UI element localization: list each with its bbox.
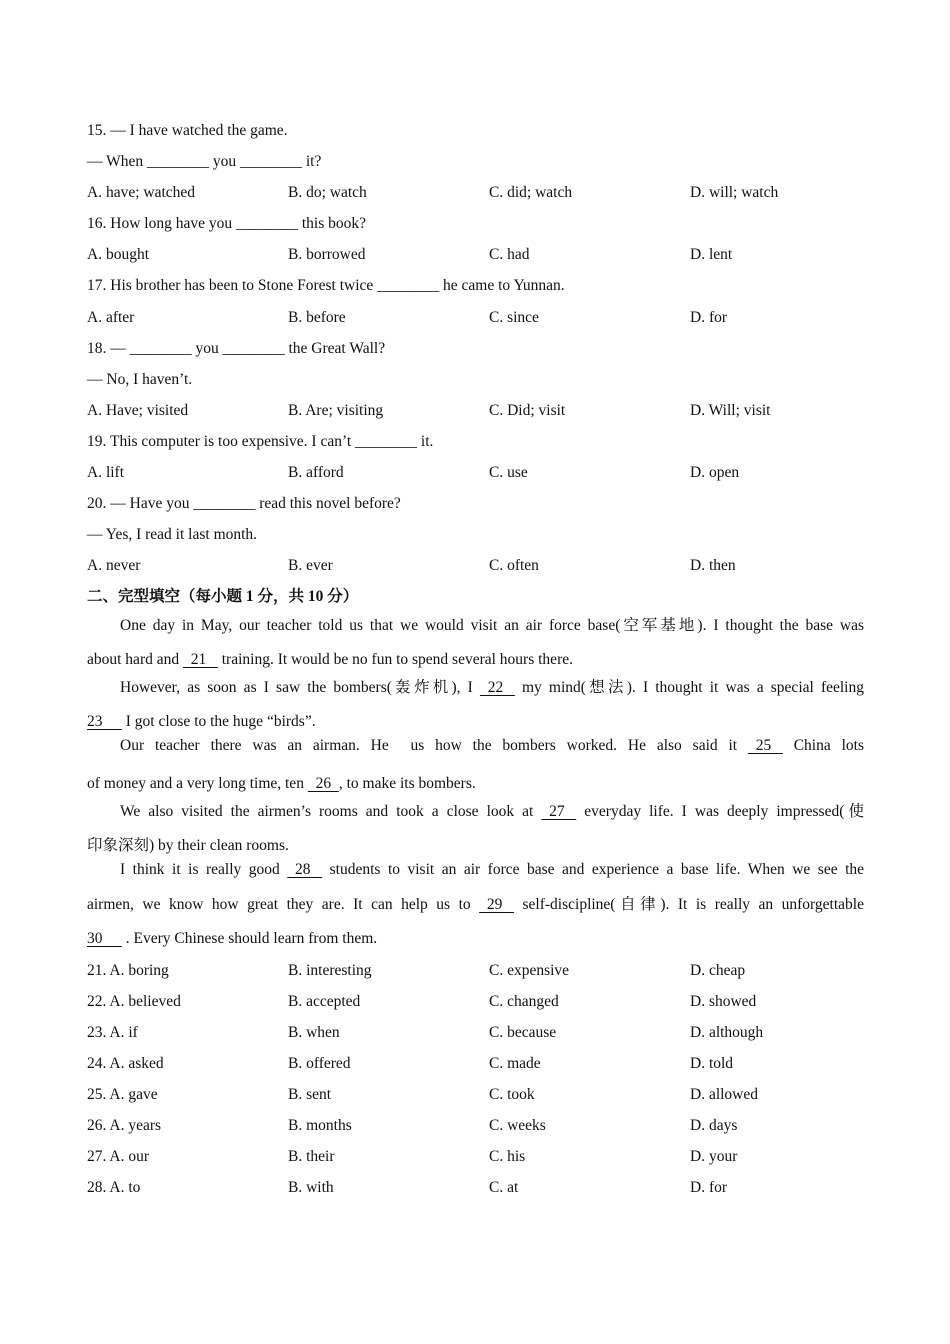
q15-line2: — When ________ you ________ it? (87, 153, 322, 171)
q17-stem: 17. His brother has been to Stone Forest twice ________ he came to Yunnan. (87, 277, 565, 295)
passage-p3-line1 (87, 737, 864, 768)
q20-option-d: D. then (690, 557, 736, 575)
q16-option-d: D. lent (690, 246, 733, 264)
blank-25: 25 (747, 736, 783, 754)
blank-29: 29 (479, 896, 514, 914)
blank-23: 23 (87, 712, 122, 730)
q20-options (87, 550, 864, 581)
passage-p5-line1 (87, 861, 864, 892)
cloze-27-d: D. your (690, 1148, 738, 1166)
cloze-26-c: C. weeks (489, 1117, 546, 1134)
cloze-option-row (87, 1017, 864, 1048)
passage-text: However, as soon as I saw the bombers(轰炸机), I (120, 678, 480, 696)
cloze-25-b: B. sent (288, 1085, 332, 1103)
passage-text: Our teacher there was an airman. He (120, 736, 400, 754)
cloze-23-c: C. because (489, 1023, 557, 1041)
q18-option-a: A. Have; visited (87, 401, 189, 419)
q18-option-d: D. Will; visit (690, 401, 771, 419)
passage-text: . Every Chinese should learn from them. (121, 930, 378, 948)
cloze-24-a: 24. A. asked (87, 1054, 164, 1072)
passage-p4-line2: 印象深刻) by their clean rooms. (87, 837, 289, 855)
cloze-26-b: B. months (288, 1117, 352, 1134)
cloze-28-a: 28. A. to (87, 1179, 141, 1197)
passage-text: China lots (782, 736, 865, 754)
passage-p1-line1 (87, 613, 864, 644)
passage-text: airmen, we know how great they are. It can help us to (87, 896, 480, 914)
exam-page (87, 115, 864, 1203)
passage-text: We also visited the airmen’s rooms and took a close look at (120, 803, 542, 821)
blank-30: 30 (87, 930, 122, 948)
q18-line2: — No, I haven’t. (87, 370, 193, 388)
q18-options (87, 395, 864, 426)
cloze-option-row (87, 1079, 864, 1110)
q19-option-d: D. open (690, 464, 740, 482)
cloze-27-a: 27. A. our (87, 1148, 149, 1166)
cloze-28-d: D. for (690, 1179, 728, 1197)
cloze-21-c: C. expensive (489, 961, 570, 979)
passage-text: training. It would be no fun to spend several hours there. (217, 650, 573, 668)
cloze-25-c: C. took (489, 1085, 535, 1103)
passage-p2-line2 (87, 706, 864, 737)
cloze-22-b: B. accepted (288, 992, 361, 1010)
passage-text: I think it is really good (120, 861, 288, 879)
q16-option-b: B. borrowed (288, 246, 366, 264)
q20-option-a: A. never (87, 557, 141, 575)
q17-option-a: A. after (87, 308, 135, 326)
passage-text: my mind(想法). I thought it was a special feeling (514, 678, 864, 696)
passage-p2-line1 (87, 675, 864, 706)
q15-option-d: D. will; watch (690, 184, 779, 202)
q16-option-c: C. had (489, 246, 530, 264)
cloze-22-d: D. showed (690, 992, 757, 1010)
q20-line1: 20. — Have you ________ read this novel before? (87, 495, 401, 513)
q17-option-d: D. for (690, 308, 728, 326)
q15-option-c: C. did; watch (489, 184, 573, 202)
cloze-24-d: D. told (690, 1054, 734, 1072)
cloze-26-a: 26. A. years (87, 1117, 162, 1134)
q17-options (87, 302, 864, 333)
q17-option-b: B. before (288, 308, 346, 326)
q19-option-c: C. use (489, 464, 528, 482)
cloze-28-c: C. at (489, 1179, 519, 1197)
q15-option-a: A. have; watched (87, 184, 196, 202)
cloze-23-d: D. although (690, 1023, 764, 1041)
q15-options (87, 177, 864, 208)
passage-p5-line3 (87, 923, 864, 954)
q15-option-b: B. do; watch (288, 184, 367, 202)
blank-22: 22 (479, 678, 515, 696)
blank-26: 26 (307, 774, 339, 792)
q18-option-b: B. Are; visiting (288, 401, 384, 419)
passage-p5-line2 (87, 892, 864, 923)
passage-p1-line2 (87, 644, 864, 675)
section-heading: 二、完型填空（每小题 1 分，共 10 分） (87, 588, 359, 606)
passage-text: of money and a very long time, ten (87, 774, 308, 792)
cloze-26-d: D. days (690, 1117, 738, 1134)
passage-text: about hard and (87, 650, 183, 668)
passage-text: everyday life. I was deeply impressed(使 (576, 803, 865, 821)
cloze-24-c: C. made (489, 1054, 541, 1072)
passage-text: us how the bombers worked. He also said it (399, 736, 748, 754)
cloze-25-a: 25. A. gave (87, 1085, 158, 1103)
cloze-23-a: 23. A. if (87, 1023, 138, 1041)
passage-text: self-discipline(自律). It is really an unforgettable (514, 896, 864, 914)
blank-27: 27 (541, 803, 577, 821)
passage-text: , to make its bombers. (338, 774, 476, 792)
q20-line2: — Yes, I read it last month. (87, 526, 258, 544)
q16-option-a: A. bought (87, 246, 149, 264)
passage-text: students to visit an air force base and experience a base life. When we see the (322, 861, 865, 879)
cloze-21-a: 21. A. boring (87, 961, 169, 979)
q19-stem: 19. This computer is too expensive. I can’t ________ it. (87, 432, 434, 450)
cloze-23-b: B. when (288, 1023, 340, 1041)
q20-option-b: B. ever (288, 557, 333, 575)
passage-p3-line2 (87, 768, 864, 799)
cloze-option-row (87, 1048, 864, 1079)
passage-p4-line1 (87, 799, 864, 830)
passage-text: I got close to the huge “birds”. (121, 712, 316, 730)
blank-21: 21 (182, 650, 218, 668)
cloze-option-row (87, 986, 864, 1017)
q20-option-c: C. often (489, 557, 539, 575)
cloze-28-b: B. with (288, 1179, 334, 1197)
cloze-22-c: C. changed (489, 992, 559, 1010)
cloze-27-c: C. his (489, 1148, 526, 1166)
cloze-22-a: 22. A. believed (87, 992, 181, 1010)
cloze-27-b: B. their (288, 1148, 335, 1166)
q19-option-b: B. afford (288, 464, 344, 482)
q18-line1: 18. — ________ you ________ the Great Wall? (87, 339, 386, 357)
q19-option-a: A. lift (87, 464, 125, 482)
q19-options (87, 457, 864, 488)
cloze-option-row (87, 955, 864, 986)
cloze-option-row (87, 1141, 864, 1172)
cloze-option-row (87, 1110, 864, 1141)
q16-stem: 16. How long have you ________ this book? (87, 215, 366, 233)
q16-options (87, 239, 864, 270)
q15-line1: 15. — I have watched the game. (87, 122, 288, 139)
blank-28: 28 (287, 861, 323, 879)
cloze-21-d: D. cheap (690, 961, 746, 979)
q18-option-c: C. Did; visit (489, 401, 566, 419)
q17-option-c: C. since (489, 308, 539, 326)
cloze-21-b: B. interesting (288, 961, 372, 979)
passage-text: One day in May, our teacher told us that we would visit an air force base(空军基地). I thought the base was (120, 616, 864, 634)
cloze-25-d: D. allowed (690, 1085, 759, 1103)
cloze-option-row (87, 1172, 864, 1203)
cloze-24-b: B. offered (288, 1054, 351, 1072)
